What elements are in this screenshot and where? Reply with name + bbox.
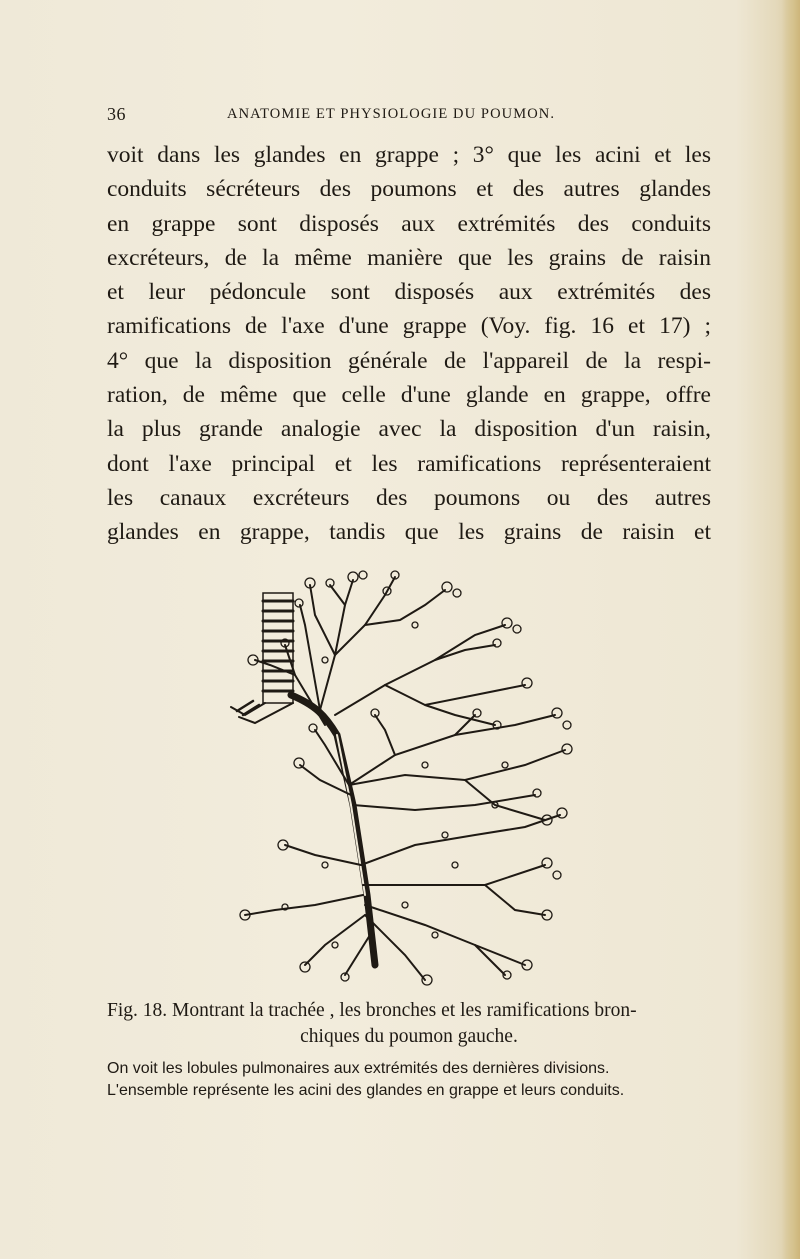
text-line: en grappe sont disposés aux extrémités des conduits [107, 210, 711, 237]
text-line: les canaux excréteurs des poumons ou des autres [107, 484, 711, 511]
caption-title [107, 998, 711, 1050]
text-line: et leur pédoncule sont disposés aux extrémités des [107, 279, 711, 306]
bronchial-tree-figure [225, 565, 593, 990]
middle-branches [300, 715, 565, 820]
page-edge-shadow [782, 0, 800, 1259]
caption-line: Fig. 18. Montrant la trachée , les bronches et les ramifications bron- [107, 1000, 637, 1021]
text-line: conduits sécréteurs des poumons et des autres glandes [107, 176, 711, 203]
figure-caption [107, 998, 711, 1102]
text-line: la plus grande analogie avec la disposition d'un raisin, [107, 416, 711, 443]
text-line: voit dans les glandes en grappe ; 3° que les acini et les [107, 142, 711, 168]
caption-note [107, 1058, 711, 1102]
main-bronchus [291, 695, 375, 965]
lower-branches [245, 815, 560, 980]
caption-note-line: On voit les lobules pulmonaires aux extrémités des dernières divisions. [107, 1060, 610, 1077]
bronchial-tree-illustration-icon [225, 565, 593, 990]
text-line: dont l'axe principal et les ramifications représenteraient [107, 450, 711, 477]
page-header [0, 104, 800, 126]
running-title: ANATOMIE ET PHYSIOLOGIE DU POUMON. [227, 106, 556, 122]
caption-note-line: L'ensemble représente les acini des glandes en grappe et leurs conduits. [107, 1082, 625, 1099]
text-line: glandes en grappe, tandis que les grains de raisin et [107, 519, 711, 546]
upper-branches [255, 577, 525, 725]
caption-line: chiques du poumon gauche. [300, 1026, 518, 1047]
trachea-rings [231, 593, 293, 723]
text-line: excréteurs, de la même manière que les grains de raisin [107, 244, 711, 271]
text-line: ration, de même que celle d'une glande en grappe, offre [107, 382, 711, 409]
text-line: ramifications de l'axe d'une grappe (Voy. fig. 16 et 17) ; [107, 313, 711, 340]
page-number: 36 [107, 104, 126, 124]
body-paragraph [107, 138, 711, 550]
text-line: 4° que la disposition générale de l'appareil de la respi- [107, 347, 711, 374]
